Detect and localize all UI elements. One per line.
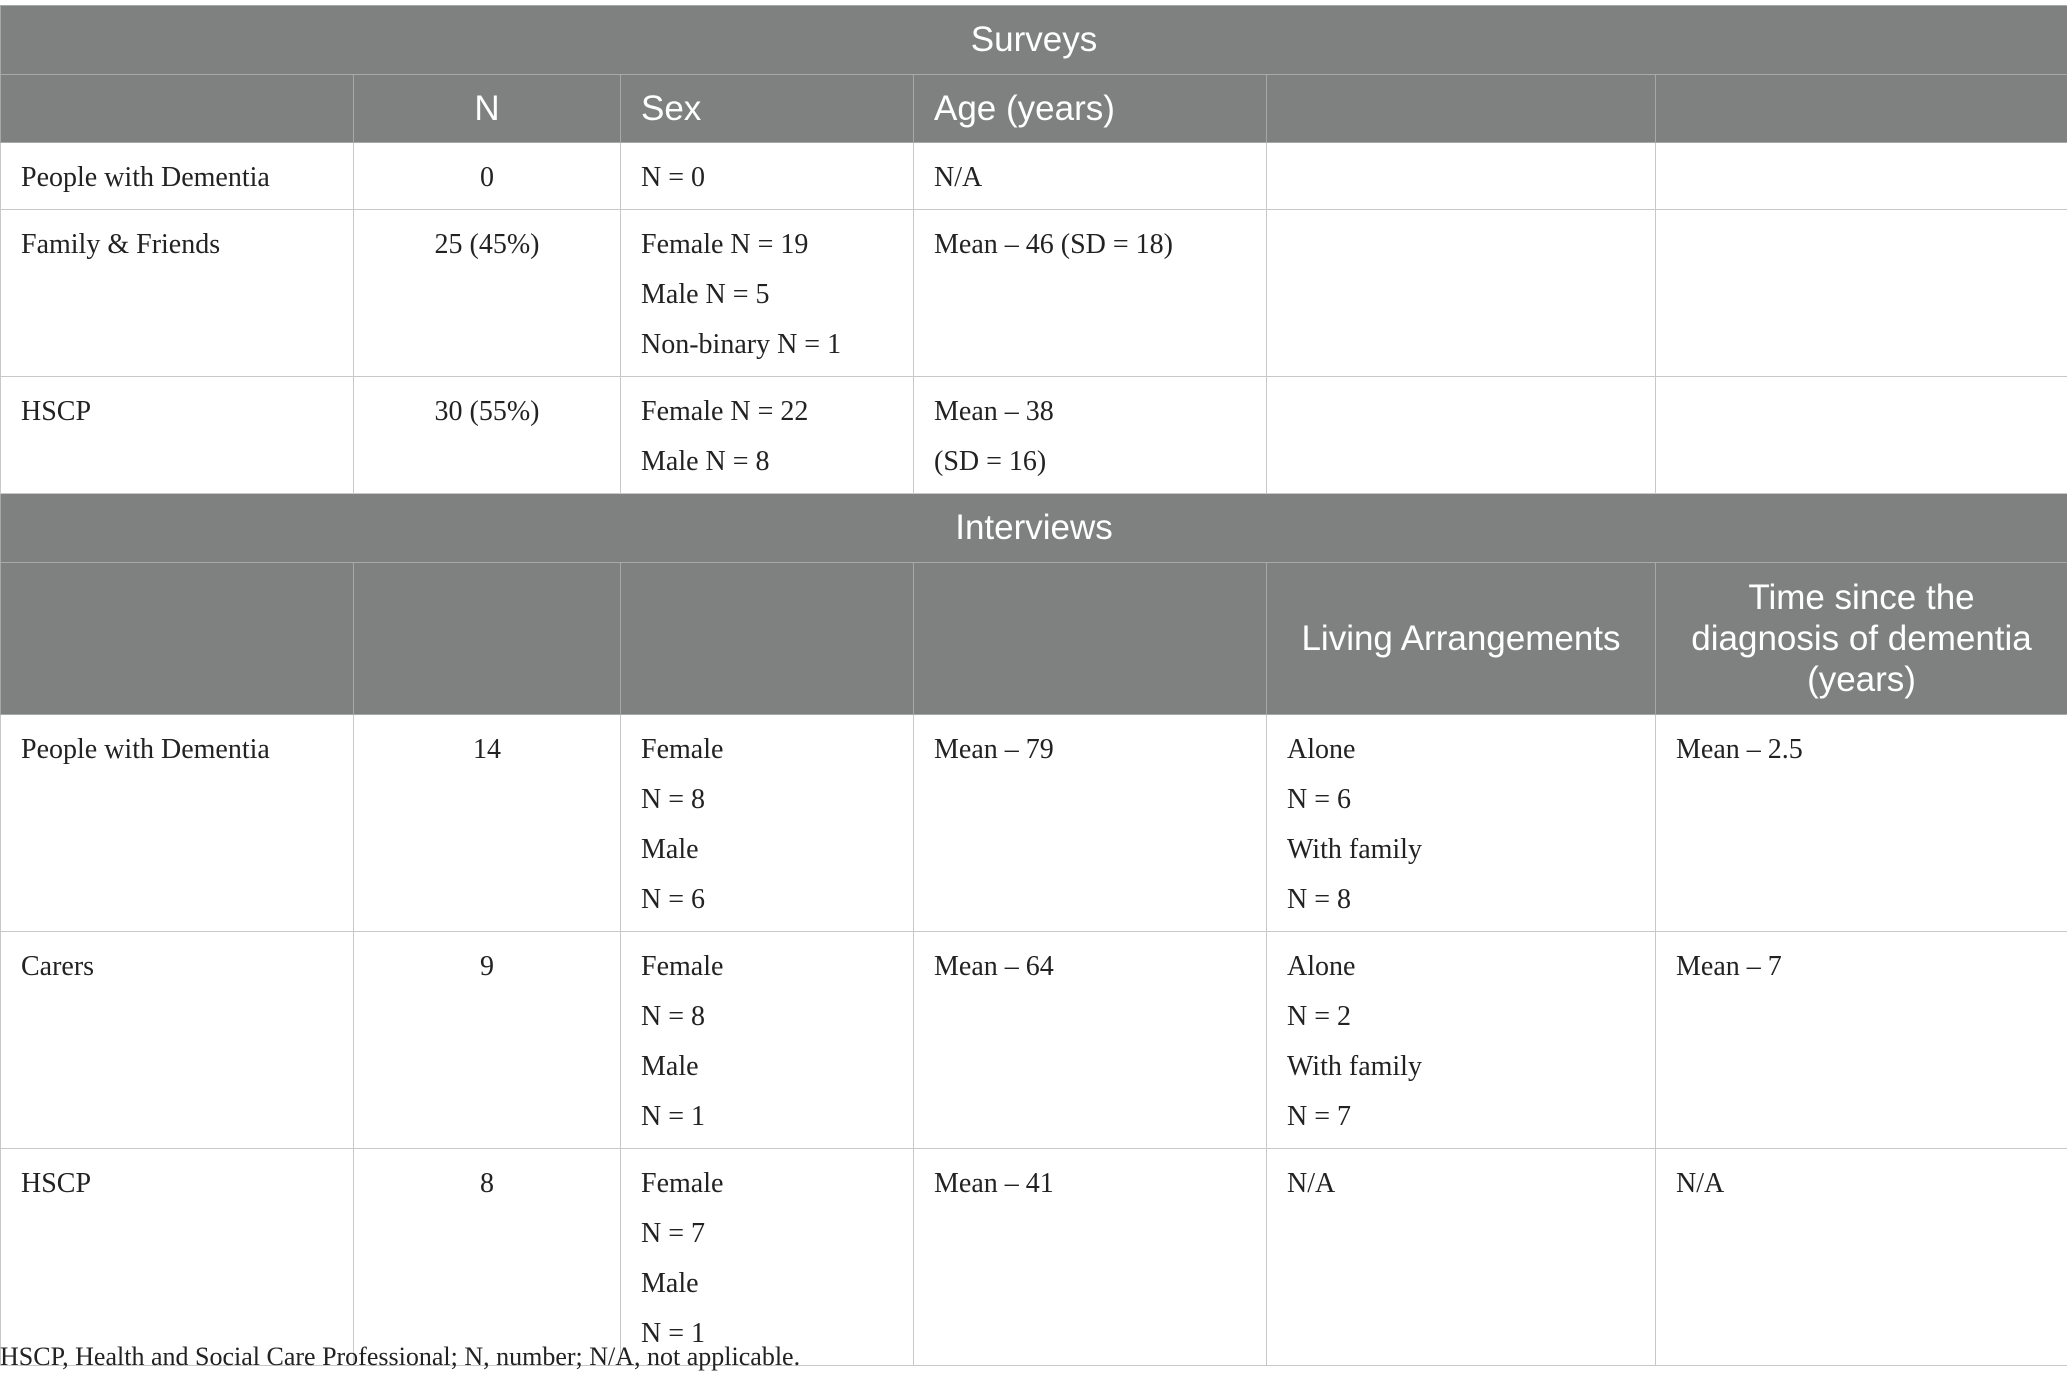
cell-line: With family — [1287, 834, 1422, 865]
cell-line: People with Dementia — [21, 734, 270, 765]
cell-line: Mean – 38 — [934, 396, 1054, 427]
living-cell — [1267, 210, 1656, 377]
column-header: N — [354, 75, 621, 143]
cell-line: Male — [641, 834, 699, 865]
column-header — [914, 563, 1267, 715]
cell-line: Female — [641, 734, 724, 765]
cell-line: N = 7 — [641, 1218, 706, 1249]
column-header: Age (years) — [914, 75, 1267, 143]
cell-line: Mean – 41 — [934, 1168, 1054, 1199]
time-since-diagnosis-cell — [1656, 715, 2067, 932]
group-cell — [1, 210, 354, 377]
cell-line: Female N = 19 — [641, 229, 809, 260]
surveys-section-row — [1, 6, 2067, 75]
column-header — [354, 563, 621, 715]
cell-line: N = 1 — [641, 1318, 706, 1349]
time-since-diagnosis-cell — [1656, 210, 2067, 377]
cell-line: Mean – 2.5 — [1676, 734, 1803, 765]
n-cell — [354, 377, 621, 494]
table-row — [1, 377, 2067, 494]
table-row — [1, 932, 2067, 1149]
cell-line: Female N = 22 — [641, 396, 809, 427]
table-body — [1, 6, 2067, 1366]
column-header: Living Arrangements — [1267, 563, 1656, 715]
cell-line: Alone — [1287, 951, 1356, 982]
table-row — [1, 143, 2067, 210]
cell-line: 25 (45%) — [434, 229, 540, 260]
cell-line: (SD = 16) — [934, 446, 1047, 477]
living-cell — [1267, 715, 1656, 932]
cell-line: Mean – 64 — [934, 951, 1054, 982]
cell-line: With family — [1287, 1051, 1422, 1082]
n-cell — [354, 1149, 621, 1366]
table-row — [1, 1149, 2067, 1366]
cell-line: N = 8 — [641, 784, 706, 815]
living-cell — [1267, 1149, 1656, 1366]
cell-line: Male N = 8 — [641, 446, 770, 477]
age-cell — [914, 377, 1267, 494]
cell-line: Mean – 46 (SD = 18) — [934, 229, 1173, 260]
age-cell — [914, 1149, 1267, 1366]
column-header — [1656, 75, 2067, 143]
sex-cell — [621, 377, 914, 494]
cell-line: Male — [641, 1268, 699, 1299]
group-cell — [1, 1149, 354, 1366]
n-cell — [354, 143, 621, 210]
sex-cell — [621, 715, 914, 932]
cell-line: N = 1 — [641, 1101, 706, 1132]
column-header — [1267, 75, 1656, 143]
time-since-diagnosis-cell — [1656, 143, 2067, 210]
cell-line: N = 0 — [641, 162, 706, 193]
cell-line: Family & Friends — [21, 229, 221, 260]
cell-line: Female — [641, 951, 724, 982]
group-cell — [1, 143, 354, 210]
cell-line: 30 (55%) — [434, 396, 540, 427]
column-header — [621, 563, 914, 715]
living-cell — [1267, 377, 1656, 494]
cell-line: People with Dementia — [21, 162, 270, 193]
n-cell — [354, 210, 621, 377]
group-cell — [1, 715, 354, 932]
cell-line: N/A — [934, 162, 983, 193]
cell-line: HSCP — [21, 1168, 92, 1199]
cell-line: N/A — [1676, 1168, 1725, 1199]
cell-line: Mean – 7 — [1676, 951, 1782, 982]
column-header: Sex — [621, 75, 914, 143]
group-cell — [1, 932, 354, 1149]
group-cell — [1, 377, 354, 494]
cell-line: Female — [641, 1168, 724, 1199]
cell-line: N = 7 — [1287, 1101, 1352, 1132]
surveys-section-title: Surveys — [1, 6, 2067, 75]
interviews-section-title: Interviews — [1, 494, 2067, 563]
cell-line: Mean – 79 — [934, 734, 1054, 765]
cell-line: Male — [641, 1051, 699, 1082]
table-row — [1, 210, 2067, 377]
column-header — [1, 563, 354, 715]
cell-line: Male N = 5 — [641, 279, 770, 310]
demographics-table — [0, 5, 2067, 1366]
cell-line: Carers — [21, 951, 95, 982]
age-cell — [914, 210, 1267, 377]
cell-line: Alone — [1287, 734, 1356, 765]
living-cell — [1267, 143, 1656, 210]
time-since-diagnosis-cell — [1656, 932, 2067, 1149]
age-cell — [914, 715, 1267, 932]
sex-cell — [621, 143, 914, 210]
sex-cell — [621, 210, 914, 377]
cell-line: N = 2 — [1287, 1001, 1352, 1032]
cell-line: Non-binary N = 1 — [641, 329, 842, 360]
cell-line: 9 — [480, 951, 494, 982]
column-header — [1, 75, 354, 143]
sex-cell — [621, 1149, 914, 1366]
n-cell — [354, 932, 621, 1149]
cell-line: 8 — [480, 1168, 494, 1199]
time-since-diagnosis-cell — [1656, 1149, 2067, 1366]
living-cell — [1267, 932, 1656, 1149]
cell-line: N = 8 — [1287, 884, 1352, 915]
sex-cell — [621, 932, 914, 1149]
table-footnote: HSCP, Health and Social Care Professional; N, number; N/A, not applicable. — [0, 1342, 801, 1371]
cell-line: N/A — [1287, 1168, 1336, 1199]
table-row — [1, 715, 2067, 932]
cell-line: HSCP — [21, 396, 92, 427]
surveys-header-row — [1, 75, 2067, 143]
cell-line: 14 — [473, 734, 501, 765]
cell-line: N = 6 — [641, 884, 706, 915]
interviews-section-row — [1, 494, 2067, 563]
age-cell — [914, 143, 1267, 210]
interviews-header-row — [1, 563, 2067, 715]
age-cell — [914, 932, 1267, 1149]
cell-line: N = 8 — [641, 1001, 706, 1032]
cell-line: N = 6 — [1287, 784, 1352, 815]
cell-line: 0 — [480, 162, 494, 193]
column-header: Time since the diagnosis of dementia (years) — [1656, 563, 2067, 715]
n-cell — [354, 715, 621, 932]
time-since-diagnosis-cell — [1656, 377, 2067, 494]
